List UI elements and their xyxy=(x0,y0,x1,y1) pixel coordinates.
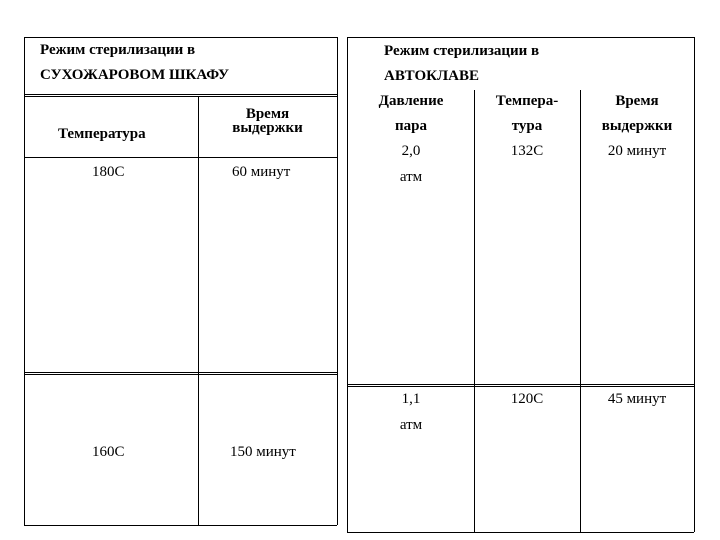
left-table-column-divider xyxy=(198,96,199,525)
left-table-top-border xyxy=(24,37,337,38)
right-header-pressure-line1: Давление xyxy=(378,93,444,109)
left-header-time-line1: Время xyxy=(245,106,290,122)
left-table-bottom-border xyxy=(24,525,337,526)
left-header-time-line2: выдержки xyxy=(232,120,303,136)
right-header-temperature-line2: тура xyxy=(511,118,543,134)
left-table-row-divider xyxy=(24,372,337,375)
right-row1-pressure-unit: атм xyxy=(399,169,423,185)
right-row1-temperature: 132С xyxy=(510,143,544,159)
right-table-column-divider-2 xyxy=(580,90,581,532)
right-row2-time: 45 минут xyxy=(607,391,667,407)
right-table-column-divider-1 xyxy=(474,90,475,532)
right-header-temperature-line1: Темпера- xyxy=(495,93,559,109)
left-table-title-line1: Режим стерилизации в xyxy=(40,42,196,58)
left-table-header-divider xyxy=(24,94,337,97)
left-table-right-border xyxy=(337,37,338,525)
right-table-left-border xyxy=(347,37,348,532)
left-row1-time: 60 минут xyxy=(232,164,291,180)
left-row2-time: 150 минут xyxy=(230,444,296,460)
right-table-bottom-border xyxy=(347,532,694,533)
right-row1-time: 20 минут xyxy=(607,143,667,159)
right-header-pressure-line2: пара xyxy=(395,118,427,134)
right-row1-pressure-value: 2,0 xyxy=(401,143,421,159)
right-table-title-line2: АВТОКЛАВЕ xyxy=(384,68,480,84)
right-table-top-border xyxy=(347,37,694,38)
left-table-left-border xyxy=(24,37,25,525)
right-table-right-border xyxy=(694,37,695,532)
left-header-temperature: Температура xyxy=(58,126,146,142)
left-row1-temperature: 180С xyxy=(92,164,125,180)
right-header-time-line2: выдержки xyxy=(601,118,673,134)
right-row2-pressure-unit: атм xyxy=(399,417,423,433)
right-table-title-line1: Режим стерилизации в xyxy=(384,43,540,59)
right-header-time-line1: Время xyxy=(615,93,659,109)
left-table-title-line2: СУХОЖАРОВОМ ШКАФУ xyxy=(40,67,229,83)
right-table-row-divider xyxy=(347,384,694,387)
left-table-subheader-divider xyxy=(24,157,337,158)
right-row2-pressure-value: 1,1 xyxy=(401,391,421,407)
right-row2-temperature: 120С xyxy=(510,391,544,407)
left-row2-temperature: 160С xyxy=(92,444,125,460)
